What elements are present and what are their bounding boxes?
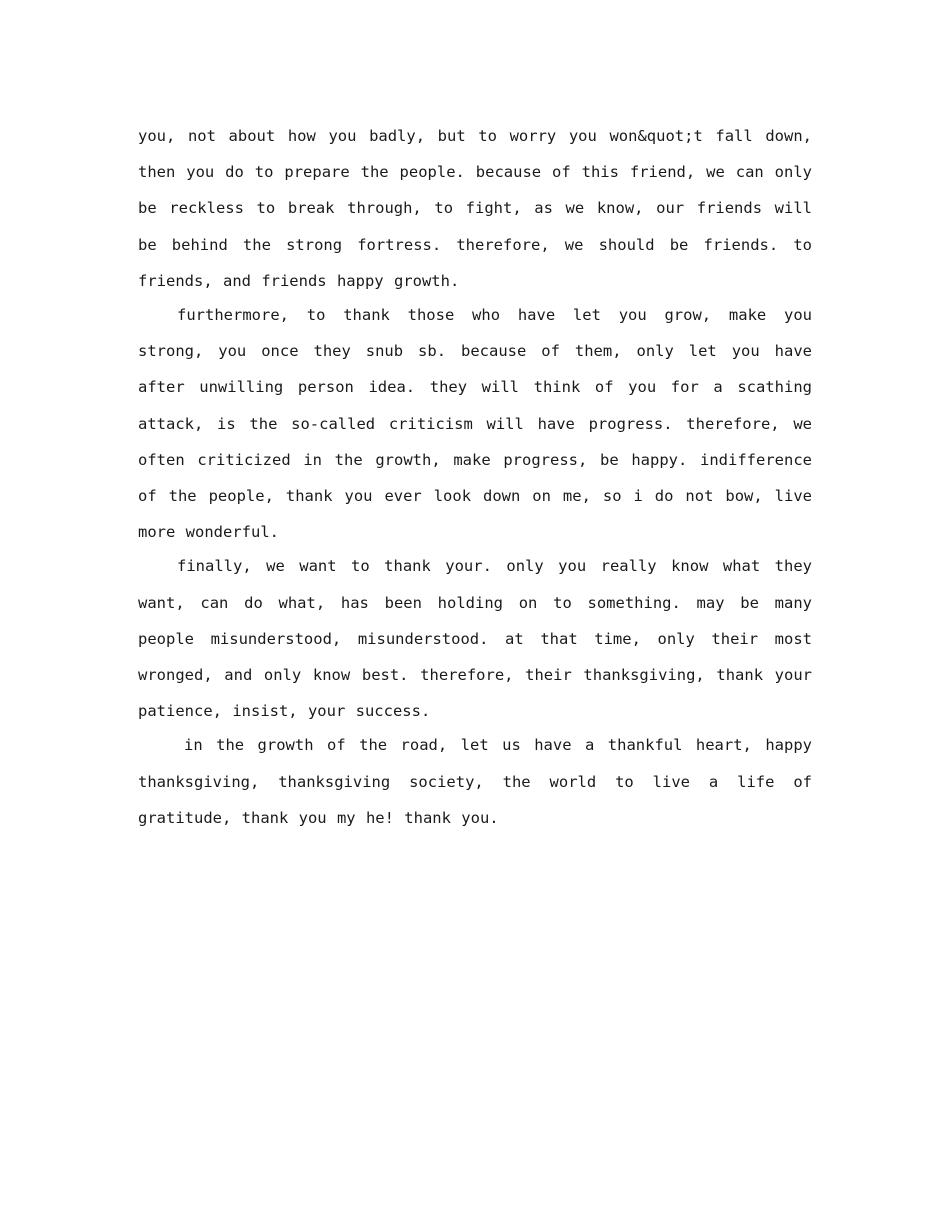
- paragraph-1: you, not about how you badly, but to worry you won&quot;t fall down, then you do to prepare the people. because of this friend, we can only be reckless to break through, to fight, as we know, our friends will be behind the strong fortress. therefore, we should be friends. to friends, and friends happy growth.: [138, 127, 812, 290]
- paragraph-3: finally, we want to thank your. only you really know what they want, can do what, has been holding on to something. may be many people misunderstood, misunderstood. at that time, only their most wronged, and only know best. therefore, their thanksgiving, thank your patience, insist, your success.: [138, 557, 812, 721]
- paragraph-4: in the growth of the road, let us have a thankful heart, happy thanksgiving, thanksgiving society, the world to live a life of gratitude, thank you my he! thank you.: [138, 736, 812, 827]
- document-body: [138, 118, 812, 834]
- paragraph-2: furthermore, to thank those who have let you grow, make you strong, you once they snub sb. because of them, only let you have after unwilling person idea. they will think of you for a scathing attack, is the so-called criticism will have progress. therefore, we often criticized in the growth, make progress, be happy. indifference of the people, thank you ever look down on me, so i do not bow, live more wonderful.: [138, 306, 812, 542]
